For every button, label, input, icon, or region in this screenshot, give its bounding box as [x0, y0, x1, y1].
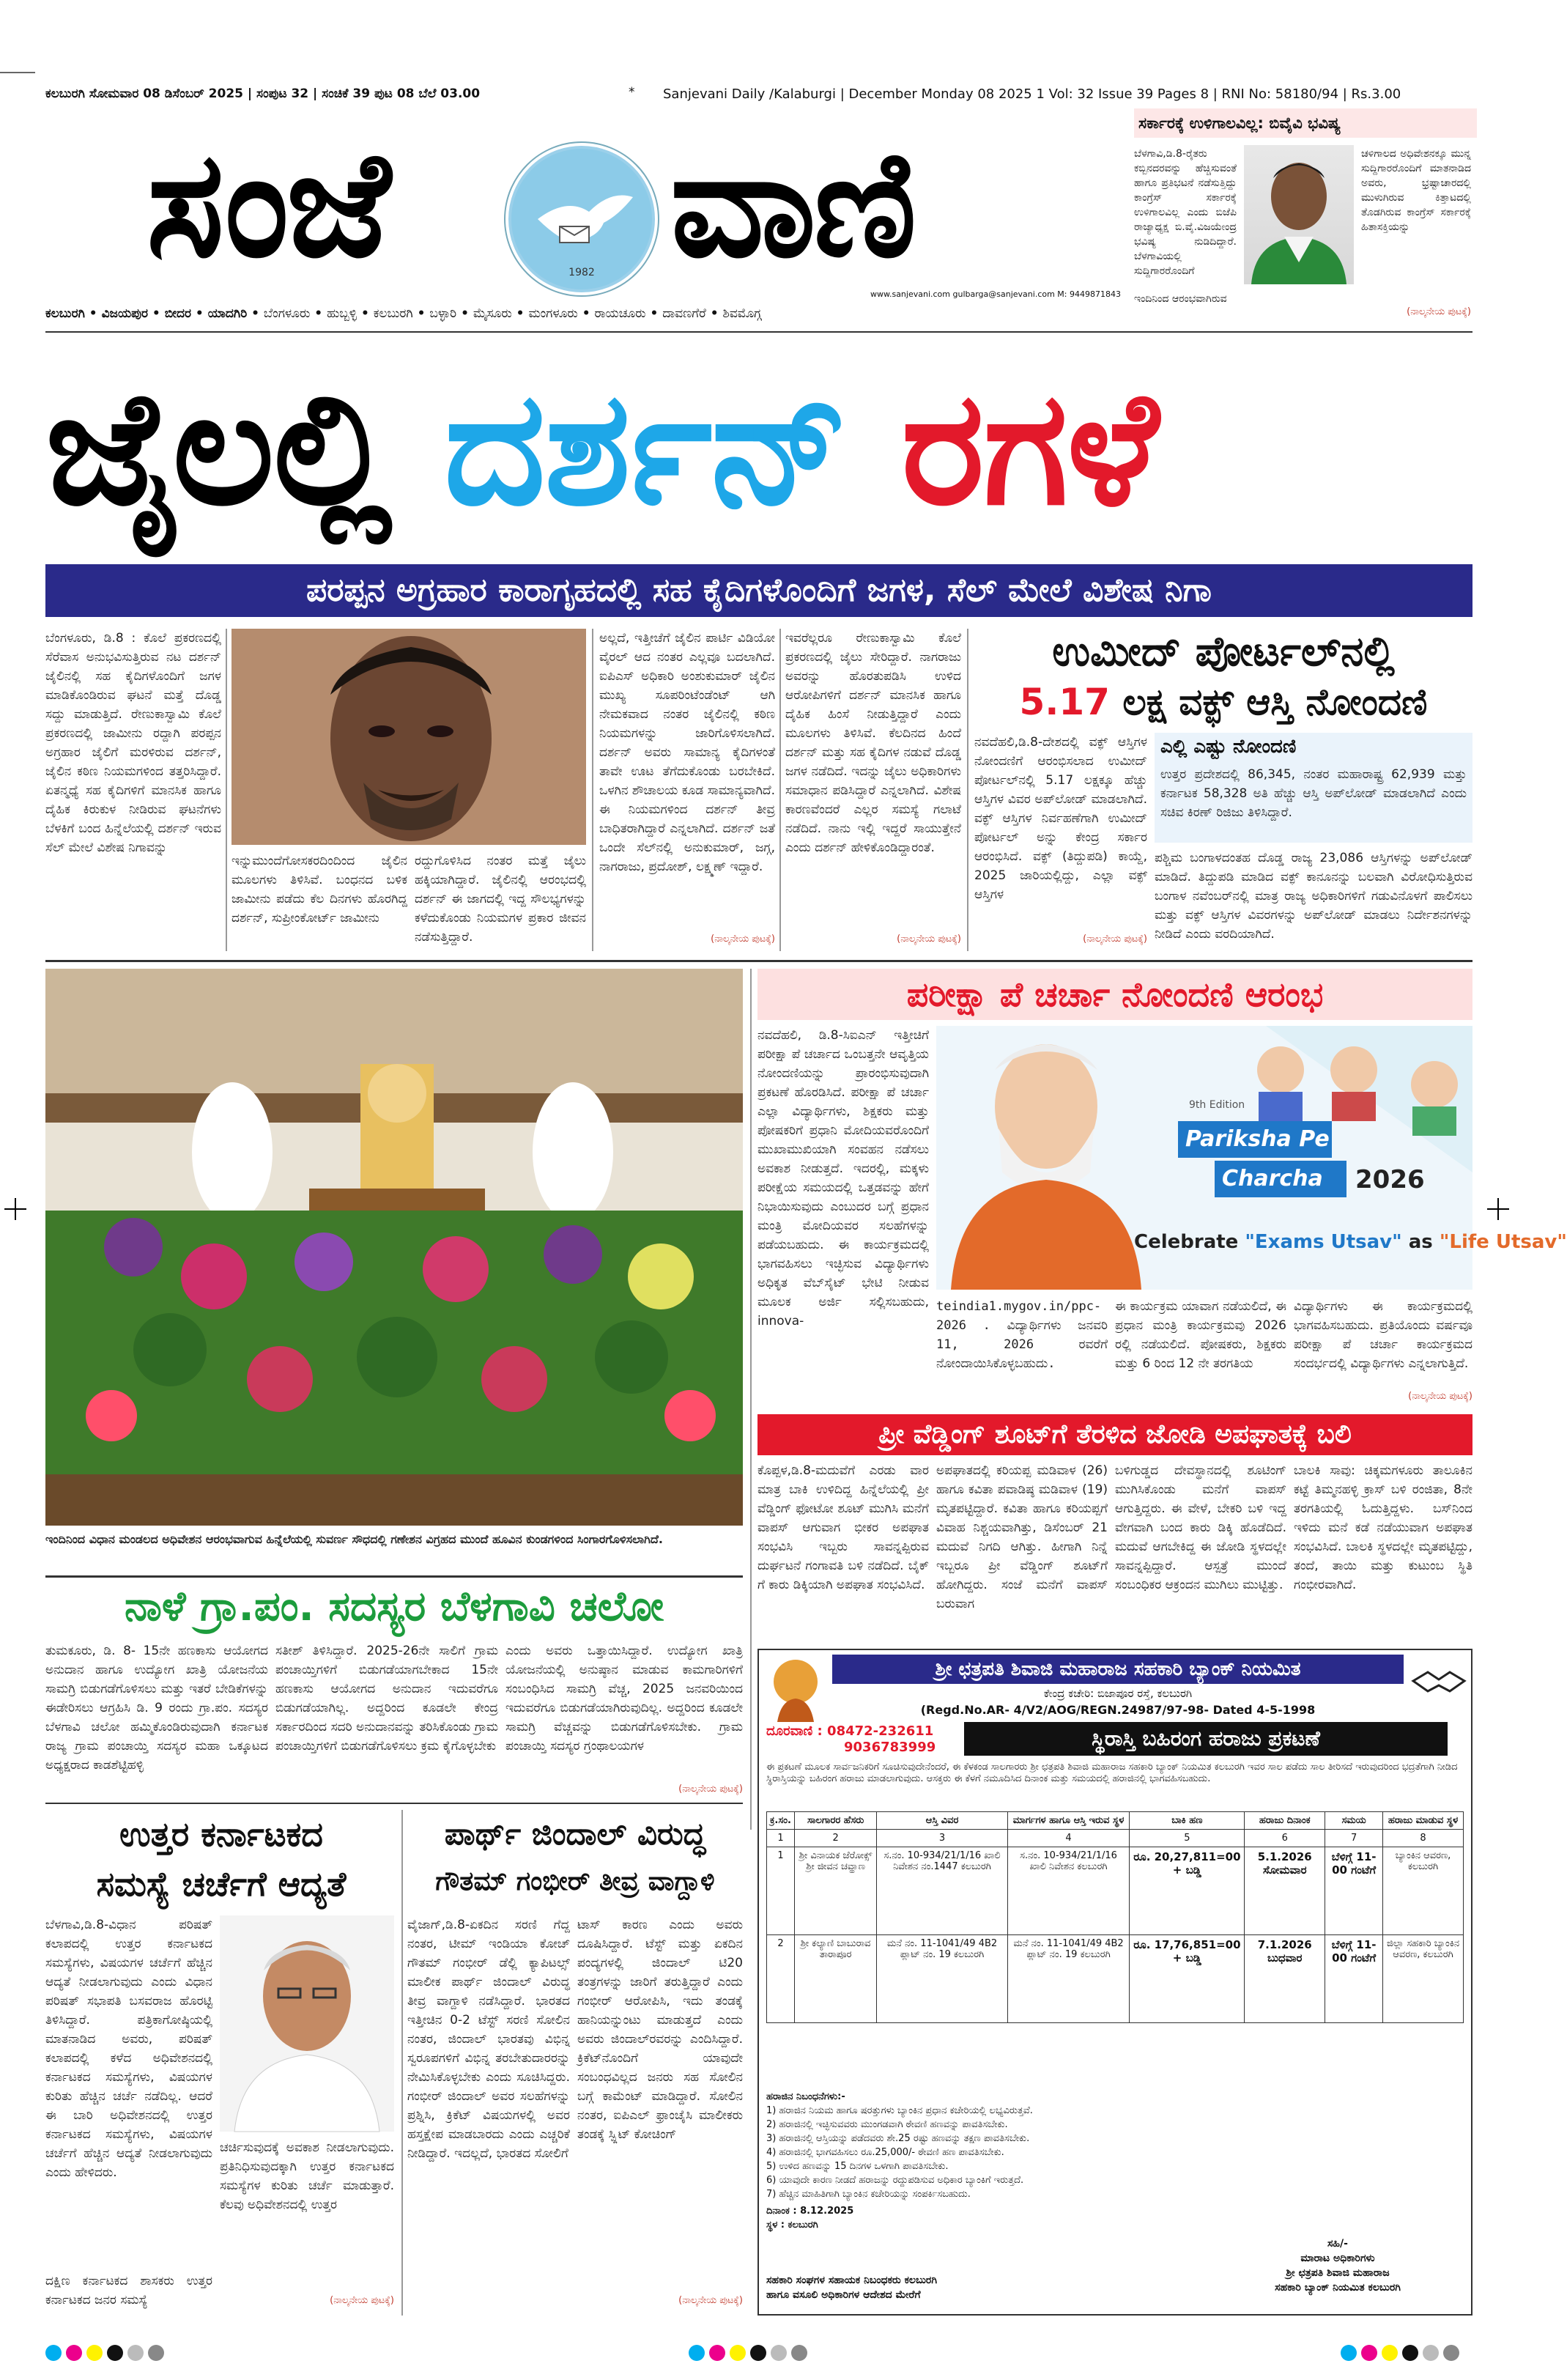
flower-photo	[45, 969, 743, 1526]
table-colnum-row	[767, 1830, 1464, 1847]
term-item: 4) ಹರಾಜಿನಲ್ಲಿ ಭಾಗವಹಿಸಲು ರೂ.25,000/- ಠೇವಣಿ ಹಣ ಪಾವತಿಸಬೇಕು.	[766, 2147, 1004, 2158]
pariksha-col1: ನವದೆಹಲಿ, ಡಿ.8-ಸಿಐಎನ್ ಇತ್ತೀಚಿಗೆ ಪರೀಕ್ಷಾ ಪೆ ಚರ್ಚಾದ ಒಂಬತ್ತನೇ ಆವೃತ್ತಿಯ ನೋಂದಣಿಯನ್ನು ಪ್ರಾರಂಭಿಸುವುದಾಗಿ ಪ್ರಕಟಣೆ ಹೊರಡಿಸಿದೆ. ಪರೀಕ್ಷಾ ಪೆ ಚರ್ಚಾ ಎಲ್ಲಾ ವಿದ್ಯಾರ್ಥಿಗಳು, ಶಿಕ್ಷಕರು ಮತ್ತು ಪೋಷಕರಿಗೆ ಪ್ರಧಾನಿ ಮೋದಿಯವರೊಂದಿಗೆ ಮುಖಾಮುಖಿಯಾಗಿ ಸಂವಹನ ನಡೆಸಲು ಅವಕಾಶ ನೀಡುತ್ತದೆ. ಇದರಲ್ಲಿ, ಮಕ್ಕಳು ಪರೀಕ್ಷೆಯ ಸಮಯದಲ್ಲಿ ಒತ್ತಡವನ್ನು ಹೇಗೆ ನಿಭಾಯಿಸುವುದು ಎಂಬುದರ ಬಗ್ಗೆ ಪ್ರಧಾನ ಮಂತ್ರಿ ಮೋದಿಯವರ ಸಲಹೆಗಳನ್ನು ಪಡೆಯಬಹುದು. ಈ ಕಾರ್ಯಕ್ರಮದಲ್ಲಿ ಭಾಗವಹಿಸಲು ಇಚ್ಛಿಸುವ ವಿದ್ಯಾರ್ಥಿಗಳು ಅಧಿಕೃತ ವೆಬ್‌ಸೈಟ್ ಭೇಟಿ ನೀಡುವ ಮೂಲಕ ಅರ್ಜಿ ಸಲ್ಲಿಸಬಹುದು, innova-	[757, 1028, 929, 1328]
waqf-headline-1: ಉಮೀದ್ ಪೋರ್ಟಲ್‌ನಲ್ಲಿ	[1052, 628, 1395, 676]
edition-item: ದಾವಣಗೆರೆ	[662, 306, 706, 321]
table-row	[767, 1935, 1464, 2023]
waqf-headline-number: 5.17	[1019, 681, 1110, 723]
table-cell: 7.1.2026 ಬುಧವಾರ	[1245, 1935, 1325, 2023]
table-colnum: 4	[1007, 1830, 1130, 1847]
parth-col2: ಟಾಸ್ ಕಾರಣ ಎಂದು ಅವರು ದೂಷಿಸಿದ್ದಾರೆ. ಟೆಸ್ಟ್ ಮತ್ತು ಏಕದಿನ ಪಂದ್ಯಗಳಲ್ಲಿ ಜಿಂದಾಲ್ ಟಿ20 ತಂತ್ರಗಳನ್ನು ಜಾರಿಗೆ ತರುತ್ತಿದ್ದಾರೆ ಎಂದು ಗಂಭೀರ್ ಆರೋಪಿಸಿ, ಇದು ತಂಡಕ್ಕೆ ಹಾನಿಯನ್ನುಂಟು ಮಾಡುತ್ತದೆ ಎಂದು ಅವರು ಜಿಂದಾಲ್‌ರವರನ್ನು ಎಂದಿಸಿದ್ದಾರೆ. ಕ್ರಿಕೆಟ್‌ನೊಂದಿಗೆ ಯಾವುದೇ ಸಂಬಂಧವಿಲ್ಲದ ಜನರು ಸಹ ಸೋಲಿನ ಬಗ್ಗೆ ಕಾಮೆಂಟ್ ಮಾಡಿದ್ದಾರೆ. ಸೋಲಿನ ನಂತರ, ಐಪಿಎಲ್ ಫ್ರಾಂಚೈಸಿ ಮಾಲೀಕರು ತಂಡಕ್ಕೆ ಸ್ಪ್ಲಿಟ್ ಕೋಚಿಂಗ್	[577, 1918, 743, 2142]
bank-sign-right	[1213, 2236, 1462, 2295]
table-cell: ರೂ. 20,27,811=00 + ಬಡ್ಡಿ	[1130, 1847, 1245, 1935]
grampam-headline: ನಾಳೆ ಗ್ರಾ.ಪಂ. ಸದಸ್ಯರ ಬೆಳಗಾವಿ ಚಲೋ	[45, 1575, 743, 1636]
table-cell: ಸ.ನಂ. 10-934/21/1/16 ಖಾಲಿ ನಿವೇಶನ ಕಲಬುರಗಿ	[1007, 1847, 1130, 1935]
table-colnum: 1	[767, 1830, 795, 1847]
pariksha-col4: ವಿದ್ಯಾರ್ಥಿಗಳು ಈ ಕಾರ್ಯಕ್ರಮದಲ್ಲಿ ಭಾಗವಹಿಸಬಹುದು. ಪ್ರತಿಯೊಂದು ವರ್ಷವೂ ಪರೀಕ್ಷಾ ಪೆ ಚರ್ಚಾ ಕಾರ್ಯಕ್ರಮದ ಸಂದರ್ಭದಲ್ಲಿ ವಿದ್ಯಾರ್ಥಿಗಳು ಎನ್ನಲಾಗುತ್ತಿದೆ.	[1294, 1299, 1472, 1371]
bank-registration: (Regd.No.AR- 4/V2/AOG/REGN.24987/97-98- Dated 4-5-1998	[920, 1703, 1316, 1717]
table-row	[767, 1847, 1464, 1935]
pariksha-banner	[936, 1026, 1567, 1290]
notice-place: ಸ್ಥಳ : ಕಲಬುರಗಿ	[766, 2220, 818, 2231]
lead-photo-caption: ಇನ್ನುಮುಂದೆಗೋಸಕರದಿಂದಿಂದ ಜೈಲಿನ ಮೂಲಗಳು ತಿಳಿಸಿವೆ. ಬಂಧನದ ಬಳಿಕ ಜಾಮೀನು ಪಡೆದು ಕೆಲ ದಿನಗಳು ಹೊರಗಿದ್ದ ದರ್ಶನ್, ಸುಪ್ರೀಂಕೋರ್ಟ್ ಜಾಮೀನು	[231, 854, 407, 925]
table-header: ಸಾಲಗಾರರ ಹೆಸರು	[794, 1812, 876, 1830]
pariksha-credit: (ನಾಲ್ಕನೇಯ ಪುಟಕ್ಕೆ)	[1408, 1391, 1472, 1402]
parth-credit: (ನಾಲ್ಕನೇಯ ಪುಟಕ್ಕೆ)	[678, 2295, 743, 2306]
sign-right-1: ಮಾರಾಟ ಅಧಿಕಾರಿಗಳು	[1300, 2252, 1375, 2264]
prewedding-col3: ಬಳಿಗುಡ್ಡದ ದೇವಸ್ಥಾನದಲ್ಲಿ ಶೂಟಿಂಗ್ ಮುಗಿಸಿಕೊಂಡು ಮನೆಗೆ ವಾಪಸ್ ಆಗುತ್ತಿದ್ದರು. ಈ ವೇಳೆ, ಬೇಕರಿ ಬಳಿ ಇದ್ದ ವೇಗವಾಗಿ ಬಂದ ಕಾರು ಡಿಕ್ಕಿ ಹೊಡೆದಿದೆ. ಮದುವೆ ಆಗಬೇಕಿದ್ದ ಈ ಜೋಡಿ ಸ್ಥಳದಲ್ಲೇ ಸಾವನ್ನಪ್ಪಿದ್ದಾರೆ. ಆಸ್ಪತ್ರೆ ಮುಂದೆ ಸಂಬಂಧಿಕರ ಆಕ್ರಂದನ ಮುಗಿಲು ಮುಟ್ಟಿತ್ತು.	[1115, 1463, 1286, 1592]
table-colnum: 8	[1383, 1830, 1464, 1847]
color-bar-right	[1341, 2345, 1464, 2364]
horatti-photo	[220, 1915, 394, 2132]
top-left-rule	[0, 72, 35, 73]
lead-col1: ಬೆಂಗಳೂರು, ಡಿ.8 : ಕೊಲೆ ಪ್ರಕರಣದಲ್ಲಿ ಸೆರೆವಾಸ ಅನುಭವಿಸುತ್ತಿರುವ ನಟ ದರ್ಶನ್ ಜೈಲಿನಲ್ಲಿ ಸಹ ಕೈದಿಗಳೊಂದಿಗೆ ಜಗಳ ಮಾಡಿಕೊಂಡಿರುವ ಘಟನೆ ಮತ್ತೆ ದೊಡ್ಡ ಸದ್ದು ಮಾಡುತ್ತಿದೆ. ರೇಣುಕಾಸ್ವಾಮಿ ಕೊಲೆ ಪ್ರಕರಣದಲ್ಲಿ ಜಾಮೀನು ರದ್ದಾಗಿ ಪರಪ್ಪನ ಅಗ್ರಹಾರ ಜೈಲಿಗೆ ಮರಳಿರುವ ದರ್ಶನ್, ಜೈಲಿನ ಕಠಿಣ ನಿಯಮಗಳಿಂದ ತತ್ತರಿಸಿದ್ದಾರೆ. ಏತನ್ಮಧ್ಯೆ ಸಹ ಕೈದಿಗಳಿಗೆ ಮಾನಸಿಕ ಹಾಗೂ ದೈಹಿಕ ಕಿರುಕುಳ ನೀಡಿರುವ ಘಟನೆಗಳು ಬೆಳಕಿಗೆ ಬಂದ ಹಿನ್ನೆಲೆಯಲ್ಲಿ ದರ್ಶನ್ ಇರುವ ಸೆಲ್ ಮೇಲೆ ವಿಶೇಷ ನಿಗಾವನ್ನು	[45, 631, 221, 855]
phone-2: 9036783999	[844, 1740, 936, 1755]
grampam-col1: ತುಮಕೂರು, ಡಿ. 8- 15ನೇ ಹಣಕಾಸು ಆಯೋಗದ ಅನುದಾನ ಹಾಗೂ ಉದ್ಯೋಗ ಖಾತ್ರಿ ಯೋಜನೆಯ ಸಾಮಗ್ರಿ ಬಿಡುಗಡೆಗೊಳಿಸಲು ಮತ್ತು ಇತರೆ ಬೇಡಿಕೆಗಳನ್ನು ಈಡೇರಿಸಲು ಆಗ್ರಹಿಸಿ ಡಿ. 9 ರಂದು ಗ್ರಾ.ಪಂ. ಸದಸ್ಯರ ಬೆಳಗಾವಿ ಚಲೋ ಹಮ್ಮಿಕೊಂಡಿರುವುದಾಗಿ ಕರ್ನಾಟಕ ರಾಜ್ಯ ಗ್ರಾಮ ಪಂಚಾಯ್ತಿ ಸದಸ್ಯರ ಮಹಾ ಒಕ್ಕೂಟದ ಅಧ್ಯಕ್ಷರಾದ ಕಾಡಶೆಟ್ಟಿಹಳ್ಳಿ	[45, 1644, 268, 1773]
uttara-col1: ಬೆಳಗಾವಿ,ಡಿ.8-ವಿಧಾನ ಪರಿಷತ್ ಕಲಾಪದಲ್ಲಿ ಉತ್ತರ ಕರ್ನಾಟಕದ ಸಮಸ್ಯೆಗಳು, ವಿಷಯಗಳ ಚರ್ಚೆಗೆ ಹೆಚ್ಚಿನ ಆದ್ಯತೆ ನೀಡಲಾಗುವುದು ಎಂದು ವಿಧಾನ ಪರಿಷತ್ ಸಭಾಪತಿ ಬಸವರಾಜ ಹೊರಟ್ಟಿ ತಿಳಿಸಿದ್ದಾರೆ. ಪತ್ರಿಕಾಗೋಷ್ಠಿಯಲ್ಲಿ ಮಾತನಾಡಿದ ಅವರು, ಪರಿಷತ್ ಕಲಾಪದಲ್ಲಿ ಕಳೆದ ಅಧಿವೇಶನದಲ್ಲಿ ಕರ್ನಾಟಕದ ಸಮಸ್ಯೆಗಳು, ವಿಷಯಗಳ ಕುರಿತು ಹೆಚ್ಚಿನ ಚರ್ಚೆ ನಡೆದಿಲ್ಲ. ಆದರೆ ಈ ಬಾರಿ ಅಧಿವೇಶನದಲ್ಲಿ ಉತ್ತರ ಕರ್ನಾಟಕದ ಸಮಸ್ಯೆಗಳು, ವಿಷಯಗಳ ಚರ್ಚೆಗೆ ಹೆಚ್ಚಿನ ಆದ್ಯತೆ ನೀಡಲಾಗುವುದು ಎಂದು ಹೇಳಿದರು.	[45, 1918, 212, 2180]
table-cell: 1	[767, 1847, 795, 1935]
term-item: 6) ಯಾವುದೇ ಕಾರಣ ನೀಡದೆ ಹರಾಜನ್ನು ರದ್ದುಪಡಿಸುವ ಅಧಿಕಾರ ಬ್ಯಾಂಕಿಗೆ ಇರುತ್ತದೆ.	[766, 2175, 1024, 2186]
uttara-credit: (ನಾಲ್ಕನೇಯ ಪುಟಕ್ಕೆ)	[330, 2295, 394, 2306]
notice-date: ದಿನಾಂಕ : 8.12.2025	[766, 2206, 854, 2217]
table-cell: ಮನೆ ನಂ. 11-1041/49 4B2 ಪ್ಲಾಟ್ ನಂ. 19 ಕಲಬುರಗಿ	[1007, 1935, 1130, 2023]
dateline-kannada: ಕಲಬುರಗಿ ಸೋಮವಾರ 08 ಡಿಸೆಂಬರ್ 2025 | ಸಂಪುಟ 32 | ಸಂಚಿಕೆ 39 ಪುಟ 08 ಬೆಲೆ 03.00	[45, 86, 481, 101]
bank-intro: ಈ ಪ್ರಕಟಣೆ ಮೂಲಕ ಸಾರ್ವಜನಿಕರಿಗೆ ಸೂಚಿಸುವುದೇನೆಂದರೆ, ಈ ಕೆಳಕಂಡ ಸಾಲಗಾರರು ಶ್ರೀ ಛತ್ರಪತಿ ಶಿವಾಜಿ ಮಹಾರಾಜ ಸಹಕಾರಿ ಬ್ಯಾಂಕ್ ನಿಯಮಿತ ಕಲಬುರಗಿ ಇವರ ಸಾಲ ಪಡೆದು ಸಾಲ ತೀರಿಸದೆ ಇರುವುದರಿಂದ ಭದ್ರತೆಗಾಗಿ ನೀಡಿದ ಸ್ಥಿರಾಸ್ತಿಯನ್ನು ಬಹಿರಂಗ ಹರಾಜು ಮಾಡಲಾಗುವುದು. ಆಸಕ್ತರು ಈ ಕೆಳಗೆ ನಮೂದಿಸಿದ ದಿನಾಂಕ ಮತ್ತು ಸಮಯದಲ್ಲಿ ಹರಾಜಿನಲ್ಲಿ ಭಾಗವಹಿಸಬಹುದು.	[766, 1762, 1458, 1784]
uttara-photo-caption: ಚರ್ಚಿಸುವುದಕ್ಕೆ ಅವಕಾಶ ನೀಡಲಾಗುವುದು. ಪ್ರತಿನಿಧಿಸುವುದಕ್ಕಾಗಿ ಉತ್ತರ ಕರ್ನಾಟಕದ ಸಮಸ್ಯೆಗಳ ಕುರಿತು ಚರ್ಚೆ ಮಾಡುತ್ತಾರೆ. ಕೆಲವು ಅಧಿವೇಶನದಲ್ಲಿ ಉತ್ತರ	[220, 2140, 394, 2212]
bank-phone	[766, 1723, 949, 1756]
edition-item: ಯಾದಗಿರಿ	[207, 306, 248, 321]
edition-item: ಮಂಗಳೂರು	[528, 306, 578, 321]
bank-terms	[766, 2090, 1464, 2232]
flower-decoration-icon	[45, 969, 743, 1526]
bank-sign-left	[766, 2273, 1133, 2302]
lead-col4: ಇವರೆಲ್ಲರೂ ರೇಣುಕಾಸ್ವಾಮಿ ಕೊಲೆ ಪ್ರಕರಣದಲ್ಲಿ ಜೈಲು ಸೇರಿದ್ದಾರೆ. ನಾಗರಾಜು ಅವರನ್ನು ಹೊರತುಪಡಿಸಿ ಉಳಿದ ಆರೋಪಿಗಳಿಗೆ ದರ್ಶನ್ ಮಾನಸಿಕ ಹಾಗೂ ದೈಹಿಕ ಹಿಂಸೆ ನೀಡುತ್ತಿದ್ದಾರೆ ಎಂದು ಮೂಲಗಳು ತಿಳಿಸಿವೆ. ಕೆಲದಿನದ ಹಿಂದೆ ದರ್ಶನ್ ಮತ್ತು ಸಹ ಕೈದಿಗಳ ನಡುವೆ ದೊಡ್ಡ ಜಗಳ ನಡೆದಿದೆ. ಇದನ್ನು ಜೈಲು ಅಧಿಕಾರಿಗಳು ಸಮಾಧಾನ ಪಡಿಸಿದ್ದಾರೆ ಎನ್ನಲಾಗಿದೆ. ವಿಶೇಷ ಕಾರಣವೆಂದರೆ ಎಲ್ಲರ ಸಮಸ್ಯೆ ಗಲಾಟೆ ನಡೆದಿದೆ. ನಾನು ಇಲ್ಲಿ ಇದ್ದರೆ ಸಾಯುತ್ತೇನೆ ಎಂದು ದರ್ಶನ್ ಹೇಳಿಕೊಂಡಿದ್ದಾರಂತೆ.	[785, 631, 961, 855]
pariksha-edition-badge: 9th Edition	[1189, 1099, 1245, 1111]
col-divider	[401, 1810, 403, 2316]
lead-col2b: ರದ್ದುಗೊಳಿಸಿದ ನಂತರ ಮತ್ತೆ ಜೈಲು ಹಕ್ಕಿಯಾಗಿದ್ದಾರೆ. ಜೈಲಿನಲ್ಲಿ ಆರಂಭದಲ್ಲಿ ದರ್ಶನ್ ಈ ಜಾಗದಲ್ಲಿ ಇದ್ದ ಸೌಲಭ್ಯಗಳನ್ನು ಕಳೆದುಕೊಂಡು ನಿಯಮಗಳ ಪ್ರಕಾರ ಜೀವನ ನಡೆಸುತ್ತಿದ್ದಾರೆ.	[415, 854, 586, 945]
lead-headline-part2: ದರ್ಶನ್	[444, 356, 848, 540]
logo-year: 1982	[568, 267, 595, 278]
edition-item: ರಾಯಚೂರು	[594, 306, 646, 321]
term-item: 5) ಉಳಿದ ಹಣವನ್ನು 15 ದಿನಗಳ ಒಳಗಾಗಿ ಪಾವತಿಸಬೇಕು.	[766, 2161, 949, 2172]
edition-item: ಮೈಸೂರು	[473, 306, 512, 321]
pariksha-col3: ಈ ಕಾರ್ಯಕ್ರಮ ಯಾವಾಗ ನಡೆಯಲಿದೆ, ಈ ಪ್ರಧಾನ ಮಂತ್ರಿ ಕಾರ್ಯಕ್ರಮವು 2026 ರಲ್ಲಿ ನಡೆಯಲಿದೆ. ಪೋಷಕರು, ಶಿಕ್ಷಕರು ಮತ್ತು 6 ರಿಂದ 12 ನೇ ತರಗತಿಯ	[1115, 1299, 1286, 1371]
color-bar-left	[45, 2345, 168, 2364]
terms-title: ಹರಾಜಿನ ನಿಬಂಧನೆಗಳು:-	[766, 2091, 845, 2102]
col-divider	[750, 969, 752, 1830]
masthead-title-right: ವಾಣಿ	[670, 119, 914, 290]
portrait-icon	[231, 629, 586, 845]
section-rule	[45, 960, 1472, 962]
edition-item: ಬೆಂಗಳೂರು	[263, 306, 311, 321]
waqf-box	[1155, 733, 1472, 843]
tagline-end: "Life Utsav"	[1439, 1231, 1567, 1253]
table-cell: 5.1.2026 ಸೋಮವಾರ	[1245, 1847, 1325, 1935]
darshan-photo	[231, 629, 586, 845]
edition-item: ಬೀದರ	[164, 306, 192, 321]
table-header-row	[767, 1812, 1464, 1830]
portrait-icon	[1244, 145, 1354, 284]
bank-address: ಕೇಂದ್ರ ಕಚೇರಿ: ಬಿಜಾಪೂರ ರಸ್ತೆ, ಕಲಬುರಗಿ	[1043, 1687, 1193, 1700]
table-cell: 2	[767, 1935, 795, 2023]
pariksha-logo-line1: Pariksha Pe	[1178, 1121, 1332, 1158]
sign-right-2: ಶ್ರೀ ಛತ್ರಪತಿ ಶಿವಾಜಿ ಮಹಾರಾಜ	[1286, 2267, 1390, 2279]
parth-col1: ವೈಜಾಗ್,ಡಿ.8-ಏಕದಿನ ಸರಣಿ ಗೆದ್ದ ನಂತರ, ಟೀಮ್ ಇಂಡಿಯಾ ಕೋಚ್ ಗೌತಮ್ ಗಂಭೀರ್ ಡೆಲ್ಲಿ ಕ್ಯಾಪಿಟಲ್ಸ್ ಮಾಲೀಕ ಪಾರ್ಥ್ ಜಿಂದಾಲ್ ವಿರುದ್ಧ ತೀವ್ರ ವಾಗ್ದಾಳಿ ನಡೆಸಿದ್ದಾರೆ. ಭಾರತದ ಇತ್ತೀಚಿನ 0-2 ಟೆಸ್ಟ್ ಸರಣಿ ಸೋಲಿನ ನಂತರ, ಜಿಂದಾಲ್ ಭಾರತವು ವಿಭಿನ್ನ ಸ್ವರೂಪಗಳಿಗೆ ವಿಭಿನ್ನ ತರಬೇತುದಾರರನ್ನು ನೇಮಿಸಿಕೊಳ್ಳಬೇಕು ಎಂದು ಸೂಚಿಸಿದ್ದರು. ಗಂಭೀರ್ ಜಿಂದಾಲ್ ಅವರ ಸಲಹೆಗಳನ್ನು ಪ್ರಶ್ನಿಸಿ, ಕ್ರಿಕೆಟ್ ವಿಷಯಗಳಲ್ಲಿ ಅವರ ಹಸ್ತಕ್ಷೇಪ ಮಾಡಬಾರದು ಎಂದು ಎಚ್ಚರಿಕೆ ನೀಡಿದ್ದಾರೆ. ಇದಲ್ಲದೆ, ಭಾರತದ ಸೋಲಿಗೆ	[407, 1918, 570, 2161]
term-item: 3) ಹರಾಜಿನಲ್ಲಿ ಆಸ್ತಿಯನ್ನು ಪಡೆದವರು ಶೇ.25 ರಷ್ಟು ಹಣವನ್ನು ತಕ್ಷಣ ಪಾವತಿಸಬೇಕು.	[766, 2133, 1030, 2144]
grampam-col3: ಎಂದು ಅವರು ಒತ್ತಾಯಿಸಿದ್ದಾರೆ. ಉದ್ಯೋಗ ಖಾತ್ರಿ ಯೋಜನೆಯಲ್ಲಿ ಅನುಷ್ಠಾನ ಮಾಡುವ ಕಾಮಗಾರಿಗಳಿಗೆ ಸಂಬಂಧಿಸಿದ ಸಾಮಗ್ರಿ ವೆಚ್ಚ, 2025 ಜನವರಿಯಿಂದ ಇದುವರೆಗೂ ಬಿಡುಗಡೆಯಾಗಿರುವುದಿಲ್ಲ. ಅದ್ದರಿಂದ ಕೂಡಲೇ ಸಾಮಗ್ರಿ ವೆಚ್ಚವನ್ನು ಬಿಡುಗಡೆಗೊಳಿಸಬೇಕು. ಗ್ರಾಮ ಪಂಚಾಯ್ತಿ ಸದಸ್ಯರ ಗ್ರಂಥಾಲಯಗಳ	[505, 1644, 743, 1753]
waqf-box-text: ಉತ್ತರ ಪ್ರದೇಶದಲ್ಲಿ 86,345, ನಂತರ ಮಹಾರಾಷ್ಟ್ರ 62,939 ಮತ್ತು ಕರ್ನಾಟಕ 58,328 ಅತಿ ಹೆಚ್ಚು ಆಸ್ತಿ ಅಪ್‌ಲೋಡ್ ಮಾಡಲಾಗಿದೆ ಎಂದು ಸಚಿವ ಕಿರಣ್ ರಿಜಿಜು ತಿಳಿಸಿದ್ದಾರೆ.	[1160, 767, 1467, 820]
handshake-icon	[1409, 1659, 1468, 1703]
top-right-credit: (ನಾಲ್ಕನೇಯ ಪುಟಕ್ಕೆ)	[1407, 306, 1471, 317]
phone-1: 08472-232611	[827, 1723, 934, 1739]
edition-item: ಬಳ್ಳಾರಿ	[429, 306, 457, 321]
term-item: 7) ಹೆಚ್ಚಿನ ಮಾಹಿತಿಗಾಗಿ ಬ್ಯಾಂಕಿನ ಕಚೇರಿಯನ್ನು ಸಂಪರ್ಕಿಸಬಹುದು.	[766, 2189, 971, 2200]
table-colnum: 6	[1245, 1830, 1325, 1847]
politician-photo	[1244, 145, 1354, 284]
waqf-headline-rest: ಲಕ್ಷ ವಕ್ಫ್ ಆಸ್ತಿ ನೋಂದಣಿ	[1122, 681, 1428, 723]
col-divider	[592, 629, 593, 951]
bank-emblem	[766, 1656, 825, 1722]
waqf-credit: (ನಾಲ್ಕನೇಯ ಪುಟಕ್ಕೆ)	[1083, 934, 1147, 945]
table-cell: ಸ.ನಂ. 10-934/21/1/16 ಖಾಲಿ ನಿವೇಶನ ನಂ.1447 ಕಲಬುರಗಿ	[877, 1847, 1007, 1935]
prewedding-headline: ಪ್ರೀ ವೆಡ್ಡಿಂಗ್ ಶೂಟ್‌ಗೆ ತೆರಳಿದ ಜೋಡಿ ಅಪಘಾತಕ್ಕೆ ಬಲಿ	[757, 1414, 1472, 1455]
table-cell: ರೂ. 17,76,851=00 + ಬಡ್ಡಿ	[1130, 1935, 1245, 2023]
table-cell: ಮನೆ ನಂ. 11-1041/49 4B2 ಪ್ಲಾಟ್ ನಂ. 19 ಕಲಬುರಗಿ	[877, 1935, 1007, 2023]
col-divider	[967, 629, 968, 951]
waqf-box-title: ಎಲ್ಲಿ ಎಷ್ಟು ನೋಂದಣಿ	[1160, 736, 1297, 758]
lead-col3: ಅಲ್ಲದೆ, ಇತ್ತೀಚೆಗೆ ಜೈಲಿನ ಪಾರ್ಟಿ ವಿಡಿಯೋ ವೈರಲ್ ಆದ ನಂತರ ಎಲ್ಲವೂ ಬದಲಾಗಿದೆ. ಐಪಿಎಸ್ ಅಧಿಕಾರಿ ಅಂಶುಕುಮಾರ್ ಜೈಲಿನ ಮುಖ್ಯ ಸೂಪರಿಂಟೆಂಡೆಂಟ್ ಆಗಿ ನೇಮಕವಾದ ನಂತರ ಜೈಲಿನಲ್ಲಿ ಕಠಿಣ ನಿಯಮಗಳನ್ನು ಜಾರಿಗೊಳಿಸಲಾಗಿದೆ. ದರ್ಶನ್ ಅವರು ಸಾಮಾನ್ಯ ಕೈದಿಗಳಂತೆ ತಾವೇ ಊಟ ತೆಗೆದುಕೊಂಡು ಬರಬೇಕಿದೆ. ಒಳಗಿನ ಶೌಚಾಲಯ ಕೂಡ ಸಾಮಾನ್ಯವಾಗಿದೆ. ಈ ನಿಯಮಗಳಿಂದ ದರ್ಶನ್ ತೀವ್ರ ಬಾಧಿತರಾಗಿದ್ದಾರೆ ಎನ್ನಲಾಗಿದೆ. ದರ್ಶನ್ ಜತೆ ಒಂದೇ ಸೆಲ್‌ನಲ್ಲಿ ಅನುಕುಮಾರ್, ಜಗ್ಗ, ನಾಗರಾಜು, ಪ್ರದೋಶ್, ಲಕ್ಷ್ಮಣ್ ಇದ್ದಾರೆ.	[599, 631, 775, 874]
lead-credit-2: (ನಾಲ್ಕನೇಯ ಪುಟಕ್ಕೆ)	[897, 934, 961, 945]
table-header: ಮಾರ್ಗಗಳ ಹಾಗೂ ಆಸ್ತಿ ಇರುವ ಸ್ಥಳ	[1007, 1812, 1130, 1830]
col-divider	[226, 629, 227, 951]
masthead-contact: www.sanjevani.com gulbarga@sanjevani.com M: 9449871843	[870, 289, 1121, 299]
top-right-text-left: ಬೆಳಗಾವಿ,ಡಿ.8-ರೈತರು ಕಬ್ಬಿನದರವನ್ನು ಹೆಚ್ಚಿಸುವಂತೆ ಹಾಗೂ ಪ್ರತಿಭಟನೆ ನಡೆಸುತ್ತಿದ್ದು ಕಾಂಗ್ರೆಸ್ ಸರ್ಕಾರಕ್ಕೆ ಉಳಿಗಾಲವಿಲ್ಲ ಎಂದು ಬಿಜೆಪಿ ರಾಜ್ಯಾಧ್ಯಕ್ಷ ಬಿ.ವೈ.ವಿಜಯೇಂದ್ರ ಭವಿಷ್ಯ ನುಡಿದಿದ್ದಾರೆ. ಬೆಳಗಾವಿಯಲ್ಲಿ ಸುದ್ದಿಗಾರರೊಂದಿಗೆ	[1134, 148, 1237, 277]
pariksha-logo-line2: Charcha	[1215, 1161, 1346, 1197]
tagline-as: as	[1408, 1231, 1433, 1253]
waqf-col1: ನವದೆಹಲಿ,ಡಿ.8-ದೇಶದಲ್ಲಿ ವಕ್ಫ್ ಆಸ್ತಿಗಳ ನೋಂದಣಿಗೆ ಆರಂಭಿಸಲಾದ ಉಮೀದ್ ಪೋರ್ಟಲ್‌ನಲ್ಲಿ 5.17 ಲಕ್ಷಕ್ಕೂ ಹೆಚ್ಚು ಆಸ್ತಿಗಳ ವಿವರ ಅಪ್‌ಲೋಡ್ ಮಾಡಲಾಗಿದೆ. ವಕ್ಫ್ ಆಸ್ತಿಗಳ ನಿರ್ವಹಣೆಗಾಗಿ ಉಮೀದ್ ಪೋರ್ಟಲ್ ಅನ್ನು ಕೇಂದ್ರ ಸರ್ಕಾರ ಆರಂಭಿಸಿದೆ. ವಕ್ಫ್ (ತಿದ್ದುಪಡಿ) ಕಾಯ್ದೆ, 2025 ಜಾರಿಯಲ್ಲಿದ್ದು, ಎಲ್ಲಾ ವಕ್ಫ್ ಆಸ್ತಿಗಳ	[974, 735, 1147, 902]
parth-headline-1: ಪಾರ್ಥ್ ಜಿಂದಾಲ್ ವಿರುದ್ಧ	[444, 1816, 706, 1852]
phone-label: ದೂರವಾಣಿ :	[766, 1723, 823, 1739]
top-right-text-bottom: ಇಂದಿನಿಂದ ಆರಂಭವಾಗಿರುವ	[1134, 293, 1227, 305]
pariksha-logo-year: 2026	[1355, 1165, 1425, 1194]
bank-notice	[757, 1649, 1472, 2316]
table-header: ಆಸ್ತಿ ವಿವರ	[877, 1812, 1007, 1830]
edition-item: ಹುಬ್ಬಳ್ಳಿ	[327, 306, 358, 321]
edition-item: ಕಲಬುರಗಿ	[45, 306, 85, 321]
edition-item: ವಿಜಯಪುರ	[101, 306, 149, 321]
sign-left-1: ಸಹಕಾರಿ ಸಂಘಗಳ ಸಹಾಯಕ ನಿಬಂಧಕರು ಕಲಬುರಗಿ	[766, 2274, 937, 2286]
registration-mark	[4, 1198, 26, 1220]
portrait-icon	[220, 1915, 394, 2132]
table-cell: ಶ್ರೀ ಕಲ್ಯಾಣಿ ಬಾಬುರಾವ ತಾರಾಪೂರ	[794, 1935, 876, 2023]
masthead-title-left: ಸಂಜೆ	[147, 119, 388, 290]
table-cell: ಬೆಳಿಗ್ಗೆ 11-00 ಗಂಟೆಗೆ	[1325, 1847, 1383, 1935]
table-header: ಬಾಕಿ ಹಣ	[1130, 1812, 1245, 1830]
table-header: ಹರಾಜು ದಿನಾಂಕ	[1245, 1812, 1325, 1830]
uttara-headline-2: ಸಮಸ್ಯೆ ಚರ್ಚೆಗೆ ಆದ್ಯತೆ	[96, 1864, 347, 1904]
sign-left-2: ಹಾಗೂ ವಸೂಲಿ ಅಧಿಕಾರಿಗಳ ಆದೇಶದ ಮೇರೆಗೆ	[766, 2289, 921, 2301]
term-item: 2) ಹರಾಜಿನಲ್ಲಿ ಇಚ್ಛಿಸುವವರು ಮುಂಗಡವಾಗಿ ಠೇವಣಿ ಹಣವನ್ನು ಪಾವತಿಸಬೇಕು.	[766, 2119, 1008, 2130]
table-cell: ಬ್ಯಾಂಕಿನ ಆವರಣ, ಕಲಬುರಗಿ	[1383, 1847, 1464, 1935]
pariksha-headline: ಪರೀಕ್ಷಾ ಪೆ ಚರ್ಚಾ ನೋಂದಣಿ ಆರಂಭ	[757, 969, 1472, 1020]
grampam-credit: (ನಾಲ್ಕನೇಯ ಪುಟಕ್ಕೆ)	[678, 1784, 743, 1795]
table-colnum: 2	[794, 1830, 876, 1847]
shivaji-emblem-icon	[766, 1656, 825, 1722]
dateline-separator: *	[629, 85, 635, 100]
pariksha-col2: teindia1.mygov.in/ppc-2026 . ವಿದ್ಯಾರ್ಥಿಗಳು ಜನವರಿ 11, 2026 ರವರೆಗೆ ನೋಂದಾಯಿಸಿಕೊಳ್ಳಬಹುದು.	[936, 1299, 1108, 1371]
table-cell: ಶ್ರೀ ವಿನಾಯಕ ಜೆರೋಕ್ಸ್ ಶ್ರೀ ಜೀವನ ಚವ್ಹಾಣ	[794, 1847, 876, 1935]
table-colnum: 3	[877, 1830, 1007, 1847]
flower-caption: ಇಂದಿನಿಂದ ವಿಧಾನ ಮಂಡಲದ ಅಧಿವೇಶನ ಆರಂಭವಾಗುವ ಹಿನ್ನೆಲೆಯಲ್ಲಿ ಸುವರ್ಣ ಸೌಧದಲ್ಲಿ ಗಣೇಶನ ವಿಗ್ರಹದ ಮುಂದೆ ಹೂವಿನ ಕುಂಡಗಳಿಂದ ಸಿಂಗಾರಗೊಳಿಸಲಾಗಿದೆ.	[45, 1532, 663, 1546]
uttara-headline-1: ಉತ್ತರ ಕರ್ನಾಟಕದ	[119, 1814, 324, 1854]
prewedding-col2: ಅಪಘಾತದಲ್ಲಿ ಕರಿಯಪ್ಪ ಮಡಿವಾಳ (26) ಹಾಗೂ ಕವಿತಾ ಪವಾಡಿಷ್ಠ ಮಡಿವಾಳ (19) ಮೃತಪಟ್ಟಿದ್ದಾರೆ. ಕವಿತಾ ಹಾಗೂ ಕರಿಯಪ್ಪಗೆ ವಿವಾಹ ನಿಶ್ಚಯವಾಗಿತ್ತು, ಡಿಸೆಂಬರ್ 21 ಮದುವೆ ನಿಗದಿ ಆಗಿತ್ತು. ಹೀಗಾಗಿ ನಿನ್ನೆ ಇಬ್ಬರೂ ಪ್ರೀ ವೆಡ್ಡಿಂಗ್ ಶೂಟ್‌ಗೆ ಹೋಗಿದ್ದರು. ಸಂಜೆ ಮನೆಗೆ ವಾಪಸ್ ಬರುವಾಗ	[936, 1463, 1108, 1611]
editions-line: ಕಲಬುರಗಿ • ವಿಜಯಪುರ • ಬೀದರ • ಯಾದಗಿರಿ • ಬೆಂಗಳೂರು • ಹುಬ್ಬಳ್ಳಿ • ಕಲಬುರಗಿ • ಬಳ್ಳಾರಿ • ಮೈಸೂರು • ಮಂಗಳೂರು • ರಾಯಚೂರು • ದಾವಣಗೆರೆ • ಶಿವಮೊಗ್ಗ	[45, 306, 762, 321]
top-right-headline: ಸರ್ಕಾರಕ್ಕೆ ಉಳಿಗಾಲವಿಲ್ಲ: ಬಿವೈವಿ ಭವಿಷ್ಯ	[1134, 108, 1477, 138]
lead-subheadline: ಪರಪ್ಪನ ಅಗ್ರಹಾರ ಕಾರಾಗೃಹದಲ್ಲಿ ಸಹ ಕೈದಿಗಳೊಂದಿಗೆ ಜಗಳ, ಸೆಲ್ ಮೇಲೆ ವಿಶೇಷ ನಿಗಾ	[45, 564, 1472, 617]
table-header: ಕ್ರ.ಸಂ.	[767, 1812, 795, 1830]
auction-table-grid	[766, 1811, 1464, 2023]
waqf-col2: ಪಶ್ಚಿಮ ಬಂಗಾಳದಂತಹ ದೊಡ್ಡ ರಾಜ್ಯ 23,086 ಆಸ್ತಿಗಳನ್ನು ಅಪ್‌ಲೋಡ್ ಮಾಡಿದೆ. ತಿದ್ದುಪಡಿ ಮಾಡಿದ ವಕ್ಫ್ ಕಾನೂನನ್ನು ಬಲವಾಗಿ ವಿರೋಧಿಸುತ್ತಿರುವ ಬಂಗಾಳ ನವೆಂಬರ್‌ನಲ್ಲಿ ಮಾತ್ರ ರಾಜ್ಯ ಅಧಿಕಾರಿಗಳಿಗೆ ಗಡುವಿನೊಳಗೆ ಪಾಲಿಸಲು ಮತ್ತು ವಕ್ಫ್ ಆಸ್ತಿಗಳ ವಿವರಗಳನ್ನು ಅಪ್‌ಲೋಡ್ ಮಾಡಲು ನಿರ್ದೇಶನಗಳನ್ನು ನೀಡಿದೆ ಎಂದು ವರದಿಯಾಗಿದೆ.	[1155, 851, 1472, 942]
sign-right-0: ಸಹಿ/-	[1327, 2238, 1348, 2250]
top-right-text-right: ಚಳಿಗಾಲದ ಅಧಿವೇಶನಕ್ಕೂ ಮುನ್ನ ಸುದ್ದಿಗಾರರೊಂದಿಗೆ ಮಾತನಾಡಿದ ಅವರು, ಭ್ರಷ್ಟಾಚಾರದಲ್ಲಿ ಮುಳುಗಿರುವ ಕಿತ್ತಾಟದಲ್ಲಿ ತೊಡಗಿರುವ ಕಾಂಗ್ರೆಸ್ ಸರ್ಕಾರಕ್ಕೆ ಹಿತಾಸಕ್ತಿಯನ್ನು	[1361, 148, 1471, 233]
lead-credit-1: (ನಾಲ್ಕನೇಯ ಪುಟಕ್ಕೆ)	[711, 934, 775, 945]
waqf-headline-2	[974, 678, 1472, 726]
table-cell: ಬೆಳಿಗ್ಗೆ 11-00 ಗಂಟೆಗೆ	[1325, 1935, 1383, 2023]
parth-headline-2: ಗೌತಮ್ ಗಂಭೀರ್ ತೀವ್ರ ವಾಗ್ದಾಳಿ	[435, 1866, 715, 1896]
pariksha-tagline	[1134, 1231, 1567, 1253]
table-cell: ಜಿಲ್ಲಾ ಸಹಕಾರಿ ಬ್ಯಾಂಕಿನ ಆವರಣ, ಕಲಬುರಗಿ	[1383, 1935, 1464, 2023]
table-header: ಸಮಯ	[1325, 1812, 1383, 1830]
tagline-pre: Celebrate	[1134, 1231, 1239, 1253]
table-colnum: 5	[1130, 1830, 1245, 1847]
edition-item: ಕಲಬುರಗಿ	[373, 306, 413, 321]
lead-headline-part1: ಜೈಲಲ್ಲಿ	[45, 356, 391, 540]
registration-mark	[1487, 1198, 1509, 1220]
bank-notice-title: ಸ್ಥಿರಾಸ್ತಿ ಬಹಿರಂಗ ಹರಾಜು ಪ್ರಕಟಣೆ	[964, 1722, 1448, 1756]
term-item: 1) ಹರಾಜಿನ ನಿಯಮ ಹಾಗೂ ಷರತ್ತುಗಳು ಬ್ಯಾಂಕಿನ ಪ್ರಧಾನ ಕಚೇರಿಯಲ್ಲಿ ಲಭ್ಯವಿರುತ್ತವೆ.	[766, 2105, 1033, 2116]
edition-item: ಶಿವಮೊಗ್ಗ	[722, 306, 762, 321]
lead-headline	[45, 339, 1472, 558]
uttara-col1b: ದಕ್ಷಿಣ ಕರ್ನಾಟಕದ ಶಾಸಕರು ಉತ್ತರ ಕರ್ನಾಟಕದ ಜನರ ಸಮಸ್ಯೆ	[45, 2274, 212, 2307]
top-right-story	[1134, 108, 1472, 330]
tagline-mid: "Exams Utsav"	[1245, 1231, 1402, 1253]
grampam-col2: ಸತೀಶ್ ತಿಳಿಸಿದ್ದಾರೆ. 2025-26ನೇ ಸಾಲಿಗೆ ಗ್ರಾಮ ಪಂಚಾಯ್ತಿಗಳಿಗೆ ಬಿಡುಗಡೆಯಾಗಬೇಕಾದ 15ನೇ ಹಣಕಾಸು ಆಯೋಗದ ಅನುದಾನ ಇದುವರೆಗೂ ಬಿಡುಗಡೆಯಾಗಿಲ್ಲ. ಅದ್ದರಿಂದ ಕೂಡಲೇ ಕೇಂದ್ರ ಸರ್ಕಾರದಿಂದ ಸದರಿ ಅನುದಾನವನ್ನು ತರಿಸಿಕೊಂಡು ಗ್ರಾಮ ಪಂಚಾಯ್ತಿಗಳಿಗೆ ಬಿಡುಗಡೆಗೊಳಿಸಲು ಕ್ರಮ ಕೈಗೊಳ್ಳಬೇಕು	[275, 1644, 498, 1753]
prewedding-col4: ಬಾಲಕಿ ಸಾವು: ಚಿಕ್ಕಮಗಳೂರು ತಾಲೂಕಿನ ಕಟ್ಟೆ ತಿಮ್ಮನಹಳ್ಳಿ ಕ್ರಾಸ್ ಬಳಿ ರಂಜಿತಾ, 8ನೇ ತರಗತಿಯಲ್ಲಿ ಓದುತ್ತಿದ್ದಳು. ಬಸ್‌ನಿಂದ ಇಳಿದು ಮನೆ ಕಡೆ ನಡೆಯುವಾಗ ಅಪಘಾತ ಸಂಭವಿಸಿದೆ. ಬಾಲಕಿ ಸ್ಥಳದಲ್ಲೇ ಮೃತಪಟ್ಟಿದ್ದು, ತಂದೆ, ತಾಯಿ ಮತ್ತು ಕುಟುಂಬ ಸ್ಥಿತಿ ಗಂಭೀರವಾಗಿದೆ.	[1294, 1463, 1472, 1592]
section-rule	[45, 1803, 743, 1804]
dateline-english: Sanjevani Daily /Kalaburgi | December Monday 08 2025 1 Vol: 32 Issue 39 Pages 8 | RNI No: 58180/94 | Rs.3.00	[663, 86, 1401, 102]
masthead-rule	[45, 331, 1472, 333]
bank-handshake	[1409, 1659, 1468, 1703]
bank-title: ಶ್ರೀ ಛತ್ರಪತಿ ಶಿವಾಜಿ ಮಹಾರಾಜ ಸಹಕಾರಿ ಬ್ಯಾಂಕ್ ನಿಯಮಿತ	[832, 1655, 1404, 1684]
lead-headline-part3: ರಗಳೆ	[901, 356, 1157, 540]
auction-table	[766, 1811, 1464, 2023]
table-colnum: 7	[1325, 1830, 1383, 1847]
prewedding-col1: ಕೊಪ್ಪಳ,ಡಿ.8-ಮದುವೆಗೆ ಎರಡು ವಾರ ಮಾತ್ರ ಬಾಕಿ ಉಳಿದಿದ್ದ ಹಿನ್ನೆಲೆಯಲ್ಲಿ ಪ್ರೀ ವೆಡ್ಡಿಂಗ್ ಫೋಟೋ ಶೂಟ್ ಮುಗಿಸಿ ಮನೆಗೆ ವಾಪಸ್ ಆಗುವಾಗ ಭೀಕರ ಅಪಘಾತ ಸಂಭವಿಸಿ ಇಬ್ಬರು ಸಾವನ್ನಪ್ಪಿರುವ ದುರ್ಘಟನೆ ಗಂಗಾವತಿ ಬಳಿ ನಡೆದಿದೆ. ಬೈಕ್ ಗೆ ಕಾರು ಡಿಕ್ಕಿಯಾಗಿ ಅಪಘಾತ ಸಂಭವಿಸಿದೆ.	[757, 1463, 929, 1592]
table-header: ಹರಾಜು ಮಾಡುವ ಸ್ಥಳ	[1383, 1812, 1464, 1830]
color-bar-center	[689, 2345, 812, 2364]
sign-right-3: ಸಹಕಾರಿ ಬ್ಯಾಂಕ್ ನಿಯಮಿತ ಕಲಬುರಗಿ	[1275, 2282, 1401, 2294]
col-divider	[779, 629, 781, 951]
masthead-logo	[505, 143, 658, 295]
